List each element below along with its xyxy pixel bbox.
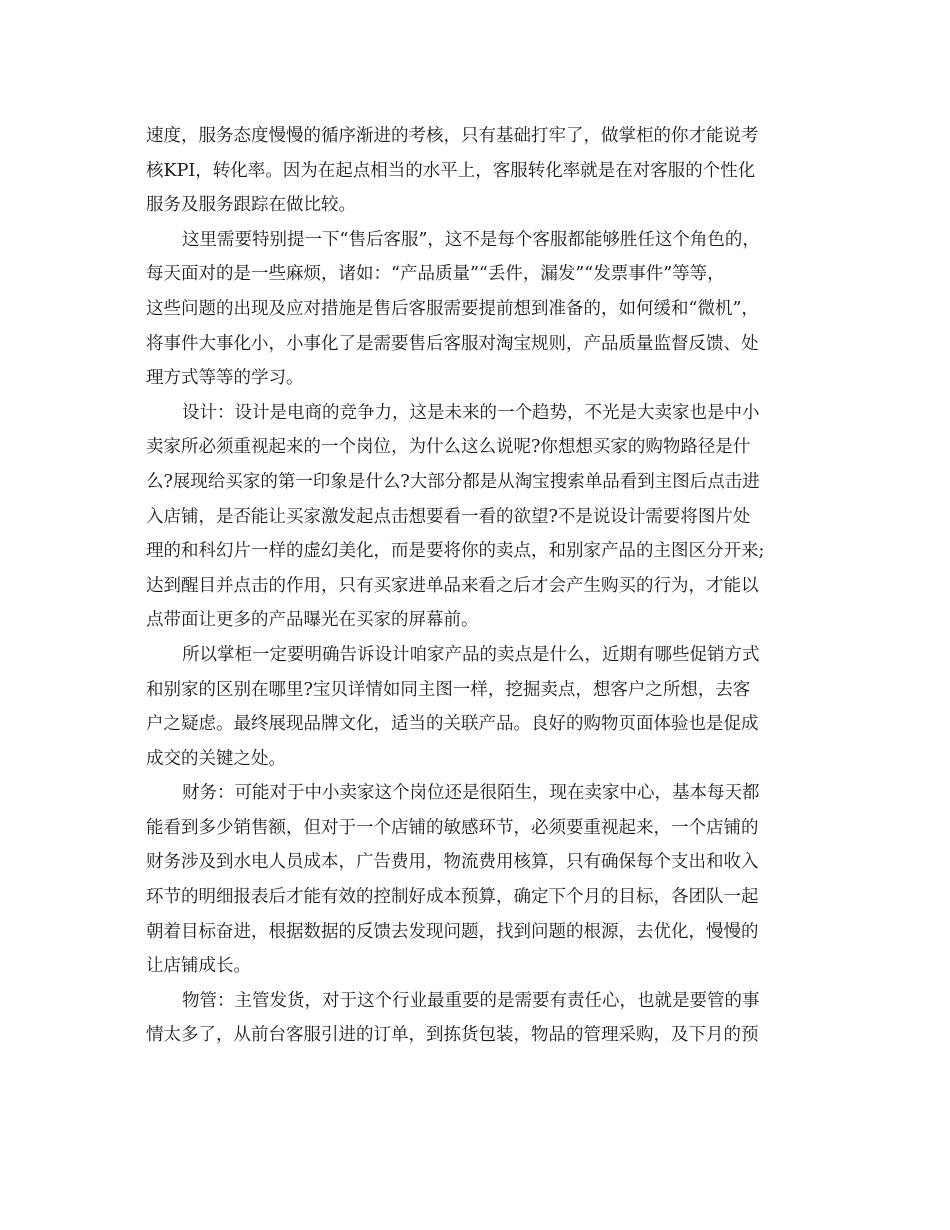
paragraph-selling-points [146,638,806,776]
text-line: 速度，服务态度慢慢的循序渐进的考核，只有基础打牢了，做掌柜的你才能说考 [146,126,759,146]
text-line: 户之疑虑。最终展现品牌文化，适当的关联产品。良好的购物页面体验也是促成 [146,714,759,735]
text-line: 和别家的区别在哪里?宝贝详情如同主图一样，挖掘卖点，想客户之所想，去客 [146,679,751,700]
paragraph-finance [146,776,806,984]
text-line: 朝着目标奋进，根据数据的反馈去发现问题，找到问题的根源，去优化，慢慢的 [146,921,759,942]
text-line: 成交的关键之处。 [146,748,286,769]
text-line: 物管：主管发货，对于这个行业最重要的是需要有责任心，也就是要管的事 [182,990,760,1011]
text-line: 环节的明细报表后才能有效的控制好成本预算，确定下个月的目标，各团队一起 [146,887,759,908]
text-line: 能看到多少销售额，但对于一个店铺的敏感环节，必须要重视起来，一个店铺的 [146,817,759,838]
document-body [146,119,806,1053]
text-line: 核KPI，转化率。因为在起点相当的水平上，客服转化率就是在对客服的个性化 [146,160,756,181]
text-line: 将事件大事化小，小事化了是需要售后客服对淘宝规则，产品质量监督反馈、处 [146,333,759,354]
text-line: 财务：可能对于中小卖家这个岗位还是很陌生，现在卖家中心，基本每天都 [182,783,760,804]
text-line: 每天面对的是一些麻烦，诸如：“产品质量”“丢件，漏发”“发票事件”等等， [146,264,725,285]
text-line: 达到醒目并点击的作用，只有买家进单品来看之后才会产生购买的行为，才能以 [146,575,759,596]
text-line: 财务涉及到水电人员成本，广告费用，物流费用核算，只有确保每个支出和收入 [146,852,759,873]
text-line: 情太多了，从前台客服引进的订单，到拣货包装，物品的管理采购，及下月的预 [146,1025,759,1046]
text-line: 理的和科幻片一样的虚幻美化，而是要将你的卖点，和别家产品的主图区分开来; [146,541,765,562]
text-line: 这些问题的出现及应对措施是售后客服需要提前想到准备的，如何缓和“微机”， [146,298,759,319]
text-line: 服务及服务跟踪在做比较。 [146,195,356,216]
text-line: 么?展现给买家的第一印象是什么?大部分都是从淘宝搜索单品看到主图后点击进 [146,471,760,492]
text-line: 设计：设计是电商的竞争力，这是未来的一个趋势，不光是大卖家也是中小 [182,402,760,423]
text-line: 所以掌柜一定要明确告诉设计咱家产品的卖点是什么，近期有哪些促销方式 [182,644,760,665]
text-line: 卖家所必须重视起来的一个岗位，为什么这么说呢?你想想买家的购物路径是什 [146,437,751,458]
text-line: 这里需要特别提一下“售后客服”，这不是每个客服都能够胜任这个角色的， [182,229,760,250]
text-line: 入店铺，是否能让买家激发起点击想要看一看的欲望?不是说设计需要将图片处 [146,506,751,527]
text-line: 让店铺成长。 [146,956,251,977]
paragraph-customer-service-continued [146,119,806,223]
text-line: 理方式等等的学习。 [146,368,304,389]
paragraph-after-sales-service [146,223,806,396]
paragraph-design [146,396,806,638]
text-line: 点带面让更多的产品曝光在买家的屏幕前。 [146,610,479,631]
paragraph-logistics [146,984,806,1053]
